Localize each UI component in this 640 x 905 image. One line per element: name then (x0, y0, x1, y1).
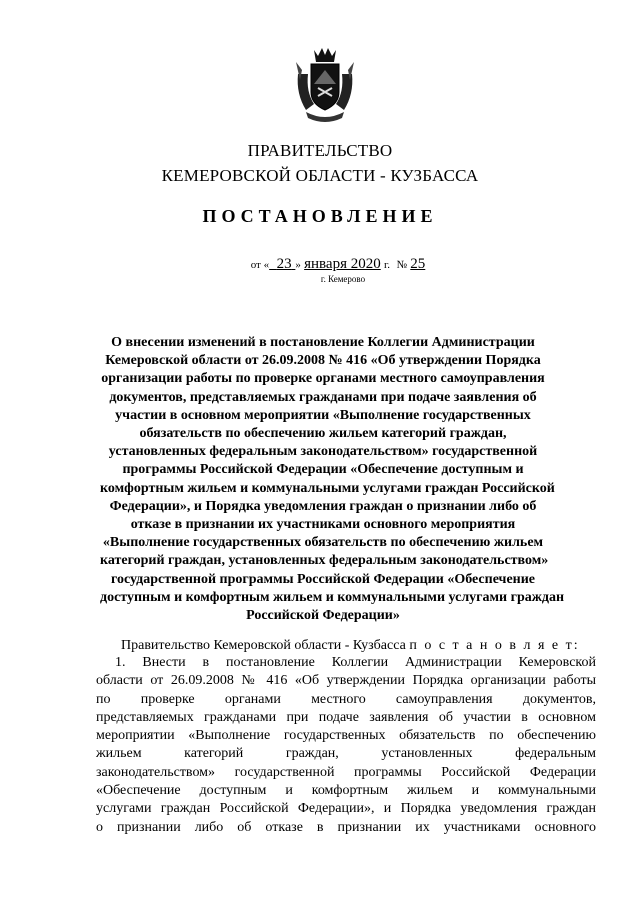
city-label: г. Кемерово (320, 274, 366, 284)
title-line: Кемеровской области от 26.09.2008 № 416 «Об утверждении Порядка (105, 353, 541, 369)
government-name-line1: ПРАВИТЕЛЬСТВО (247, 141, 393, 160)
number-sign: № (396, 259, 408, 271)
title-line: доступным и комфортным жильем и коммунальными услугами граждан (100, 589, 565, 605)
title-line: государственной программы Российской Федерации «Обеспечение (110, 571, 536, 587)
body-line: «Обеспечение доступным и комфортным жильем и коммунальными (96, 783, 596, 799)
date-from-label: от « (250, 259, 270, 271)
body-line: услугами граждан Российской Федерации», и Порядка уведомления граждан (96, 801, 596, 817)
preamble-text: Правительство Кемеровской области - Кузбасса (121, 638, 406, 653)
body-line: мероприятии «Выполнение государственных обязательств по обеспечению (96, 728, 596, 744)
document-body (96, 654, 596, 837)
date-day: 23 (276, 256, 292, 272)
document-title (100, 334, 565, 625)
document-date-line: от « 23 » января 2020 г. № 25 (250, 256, 426, 272)
title-line: организации работы по проверке органами местного самоуправления (101, 371, 545, 387)
title-line: обязательств по обеспечению жильем категорий граждан, (139, 426, 507, 442)
title-line: установленных федеральным законодательством» государственной (108, 444, 538, 460)
year-suffix: г. (384, 259, 391, 271)
preamble (121, 638, 580, 654)
body-line: области от 26.09.2008 № 416 «Об утверждении Порядка организации работы (96, 673, 596, 689)
document-type-heading: ПОСТАНОВЛЕНИЕ (202, 206, 438, 226)
title-line: программы Российской Федерации «Обеспечение доступным и (122, 462, 524, 478)
title-line: документов, представляемых гражданами при подаче заявления об (109, 389, 537, 405)
title-line: Российской Федерации» (246, 608, 400, 624)
preamble-resolves: п о с т а н о в л я е т: (409, 638, 580, 653)
title-line: комфортным жильем и коммунальными услугами граждан Российской (100, 480, 555, 496)
title-line: отказе в признании их участниками основного мероприятия (130, 517, 516, 533)
title-line: «Выполнение государственных обязательств по обеспечению жильем (102, 535, 544, 551)
date-month-year: января 2020 (304, 256, 381, 272)
title-line: категорий граждан, установленных федеральным законодательством» (100, 553, 549, 569)
body-line: законодательством» государственной программы Российской Федерации (96, 764, 596, 780)
title-line: участии в основном мероприятии «Выполнение государственных (115, 407, 531, 423)
document-number: 25 (410, 256, 426, 272)
government-name-line2: КЕМЕРОВСКОЙ ОБЛАСТИ - КУЗБАССА (161, 166, 479, 185)
body-line: по проверке органами местного самоуправления документов, (96, 691, 596, 707)
body-line: о признании либо об отказе в признании их участниками основного (96, 819, 596, 835)
body-line: жильем категорий граждан, установленных федеральным (96, 746, 596, 762)
title-line: Федерации», и Порядка уведомления граждан о признании либо об (109, 498, 537, 514)
title-line: О внесении изменений в постановление Коллегии Администрации (111, 335, 535, 350)
kemerovo-coat-of-arms-icon (294, 44, 356, 126)
body-line: представляемых гражданами при подаче заявления об участии в основном (96, 709, 596, 725)
body-line: 1. Внести в постановление Коллегии Администрации Кемеровской (115, 655, 596, 670)
